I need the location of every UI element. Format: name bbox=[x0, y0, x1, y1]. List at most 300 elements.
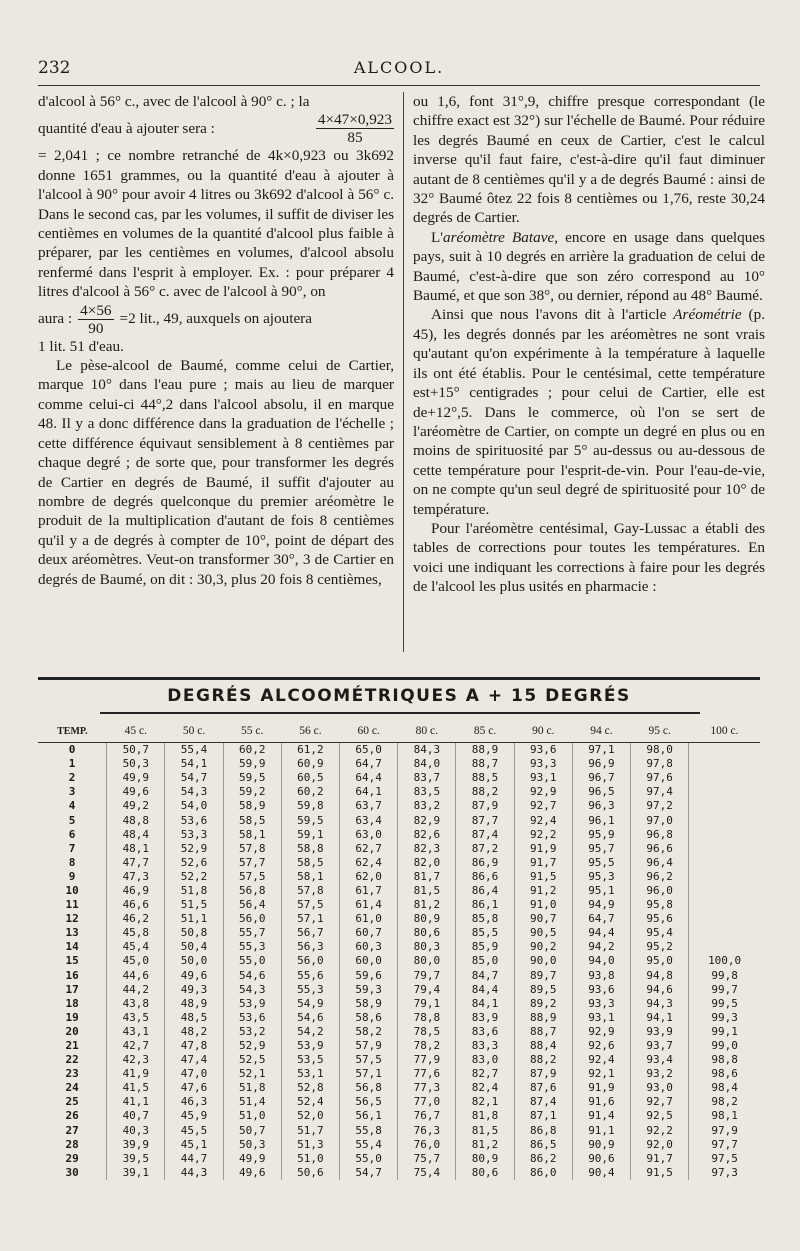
degree-cell: 63,0 bbox=[340, 828, 398, 842]
degree-cell: 52,5 bbox=[223, 1053, 281, 1067]
degree-cell: 51,5 bbox=[165, 898, 223, 912]
degree-cell: 56,1 bbox=[340, 1109, 398, 1123]
degree-cell: 45,9 bbox=[165, 1109, 223, 1123]
degree-cell: 53,2 bbox=[223, 1025, 281, 1039]
degree-cell: 78,8 bbox=[398, 1011, 456, 1025]
degree-cell: 52,8 bbox=[281, 1081, 339, 1095]
degree-cell: 64,4 bbox=[340, 771, 398, 785]
degree-cell: 84,4 bbox=[456, 983, 514, 997]
degree-cell: 86,8 bbox=[514, 1124, 572, 1138]
temperature-cell: 5 bbox=[68, 813, 76, 827]
degree-cell bbox=[689, 771, 760, 785]
degree-cell: 86,6 bbox=[456, 870, 514, 884]
degree-cell: 39,9 bbox=[107, 1138, 165, 1152]
table-header-cell: 100 c. bbox=[689, 720, 760, 743]
degree-cell: 86,9 bbox=[456, 856, 514, 870]
degree-cell: 95,9 bbox=[572, 828, 630, 842]
degree-cell: 46,3 bbox=[165, 1095, 223, 1109]
degree-cell: 96,4 bbox=[631, 856, 689, 870]
degree-cell: 55,7 bbox=[223, 926, 281, 940]
degree-cell: 63,7 bbox=[340, 799, 398, 813]
degree-cell: 50,6 bbox=[281, 1166, 339, 1180]
degree-cell: 57,1 bbox=[281, 912, 339, 926]
degree-cell: 81,5 bbox=[398, 884, 456, 898]
degree-cell: 88,4 bbox=[514, 1039, 572, 1053]
degree-cell: 59,6 bbox=[340, 969, 398, 983]
degree-cell: 94,8 bbox=[631, 969, 689, 983]
degree-cell: 89,5 bbox=[514, 983, 572, 997]
degree-cell: 95,1 bbox=[572, 884, 630, 898]
temperature-cell: 19 bbox=[65, 1010, 79, 1024]
degree-cell: 94,9 bbox=[572, 898, 630, 912]
degree-cell: 78,5 bbox=[398, 1025, 456, 1039]
degree-cell: 54,0 bbox=[165, 799, 223, 813]
degree-cell: 44,6 bbox=[107, 969, 165, 983]
degree-cell: 93,1 bbox=[572, 1011, 630, 1025]
degree-cell: 58,5 bbox=[223, 813, 281, 827]
table-header-row bbox=[38, 720, 760, 743]
degree-cell: 95,5 bbox=[572, 856, 630, 870]
degree-cell: 42,3 bbox=[107, 1053, 165, 1067]
temperature-cell: 25 bbox=[65, 1095, 79, 1109]
degree-cell: 90,5 bbox=[514, 926, 572, 940]
degree-cell: 95,2 bbox=[631, 940, 689, 954]
degree-cell: 48,8 bbox=[107, 813, 165, 827]
degree-cell: 62,4 bbox=[340, 856, 398, 870]
degree-cell: 97,3 bbox=[689, 1166, 760, 1180]
degree-cell: 96,1 bbox=[572, 813, 630, 827]
fraction-line-2 bbox=[38, 302, 394, 337]
temperature-cell: 27 bbox=[65, 1123, 79, 1137]
degree-cell: 87,9 bbox=[514, 1067, 572, 1081]
degree-cell: 52,0 bbox=[281, 1109, 339, 1123]
degree-cell: 96,5 bbox=[572, 785, 630, 799]
right-p2-prefix: L' bbox=[431, 228, 444, 246]
degree-cell: 98,1 bbox=[689, 1109, 760, 1123]
degree-cell: 89,7 bbox=[514, 969, 572, 983]
temperature-cell: 28 bbox=[65, 1137, 79, 1151]
degree-cell: 92,4 bbox=[514, 813, 572, 827]
degree-cell: 65,0 bbox=[340, 743, 398, 758]
table-row bbox=[38, 1025, 760, 1039]
degree-cell: 81,2 bbox=[398, 898, 456, 912]
degree-cell: 92,6 bbox=[572, 1039, 630, 1053]
degree-cell: 80,3 bbox=[398, 940, 456, 954]
degree-cell: 53,9 bbox=[281, 1039, 339, 1053]
degree-cell: 90,0 bbox=[514, 954, 572, 968]
degree-cell: 59,5 bbox=[223, 771, 281, 785]
degree-cell: 91,9 bbox=[514, 842, 572, 856]
degree-cell: 50,3 bbox=[223, 1138, 281, 1152]
degree-cell bbox=[689, 757, 760, 771]
degree-cell: 53,5 bbox=[281, 1053, 339, 1067]
degree-cell: 47,3 bbox=[107, 870, 165, 884]
fraction-2-after: =2 lit., 49, auxquels on ajoutera bbox=[119, 310, 312, 328]
degree-cell: 55,8 bbox=[340, 1124, 398, 1138]
degree-cell: 90,7 bbox=[514, 912, 572, 926]
left-paragraph-1-rest: = 2,041 ; ce nombre retranché de 4k×0,923 ou 3k692 donne 1651 grammes, ou la quantité d'eau à ajouter à l'alcool à 90° pour avoir 4 litres ou 3k692 d'alcool à 56° c. Dans le second cas, par les volumes, il suffit de diviser les centièmes en volumes de la quantité d'alcool plus faible à préparer, par les centièmes en volumes, d'alcool absolu renfermé dans l'esprit à employer. Ex. : pour préparer 4 litres d'alcool à 56° c. avec de l'alcool à 90°, on bbox=[38, 147, 394, 301]
degree-cell: 76,3 bbox=[398, 1124, 456, 1138]
table-header-cell: 95 c. bbox=[631, 720, 689, 743]
degree-cell: 91,4 bbox=[572, 1109, 630, 1123]
temperature-cell: 21 bbox=[65, 1039, 79, 1053]
degree-cell: 93,7 bbox=[631, 1039, 689, 1053]
table-row bbox=[38, 799, 760, 813]
degree-cell: 99,5 bbox=[689, 997, 760, 1011]
degree-cell: 59,3 bbox=[340, 983, 398, 997]
degree-cell: 53,9 bbox=[223, 997, 281, 1011]
degree-cell bbox=[689, 785, 760, 799]
degree-cell: 90,4 bbox=[572, 1166, 630, 1180]
degree-cell bbox=[689, 813, 760, 827]
degree-cell: 60,0 bbox=[340, 954, 398, 968]
degree-cell: 75,7 bbox=[398, 1152, 456, 1166]
degree-cell: 90,2 bbox=[514, 940, 572, 954]
degree-cell: 64,1 bbox=[340, 785, 398, 799]
degree-cell: 75,4 bbox=[398, 1166, 456, 1180]
degree-cell: 85,9 bbox=[456, 940, 514, 954]
degree-cell bbox=[689, 842, 760, 856]
degree-cell: 94,0 bbox=[572, 954, 630, 968]
degree-cell: 97,8 bbox=[631, 757, 689, 771]
degree-cell: 84,0 bbox=[398, 757, 456, 771]
temperature-cell: 14 bbox=[65, 940, 79, 954]
degree-cell: 84,1 bbox=[456, 997, 514, 1011]
degree-cell: 93,3 bbox=[572, 997, 630, 1011]
degree-cell: 56,4 bbox=[223, 898, 281, 912]
degree-cell: 99,0 bbox=[689, 1039, 760, 1053]
table-body bbox=[38, 743, 760, 1180]
table-row bbox=[38, 1109, 760, 1123]
degree-cell: 52,9 bbox=[223, 1039, 281, 1053]
table-header-cell: 90 c. bbox=[514, 720, 572, 743]
degree-cell: 83,2 bbox=[398, 799, 456, 813]
degree-cell: 55,4 bbox=[165, 743, 223, 758]
degree-cell: 62,7 bbox=[340, 842, 398, 856]
degree-cell: 98,2 bbox=[689, 1095, 760, 1109]
degree-cell: 54,7 bbox=[340, 1166, 398, 1180]
table-row bbox=[38, 870, 760, 884]
degree-cell: 50,4 bbox=[165, 940, 223, 954]
degree-cell: 97,1 bbox=[572, 743, 630, 758]
degree-cell: 53,3 bbox=[165, 828, 223, 842]
degree-cell: 50,8 bbox=[165, 926, 223, 940]
degree-cell: 58,6 bbox=[340, 1011, 398, 1025]
degree-cell: 50,7 bbox=[107, 743, 165, 758]
degree-cell: 93,1 bbox=[514, 771, 572, 785]
temperature-cell: 4 bbox=[68, 799, 76, 813]
right-column bbox=[413, 92, 765, 597]
degree-cell: 58,9 bbox=[223, 799, 281, 813]
degree-cell: 57,9 bbox=[340, 1039, 398, 1053]
right-paragraph-4: Pour l'aréomètre centésimal, Gay-Lussac a établi des tables de corrections pour toutes les températures. En voici une indiquant les corrections à faire pour les degrés de l'alcool les plus usités en pharmacie : bbox=[413, 519, 765, 596]
degree-cell: 49,3 bbox=[165, 983, 223, 997]
table-header-cell: 85 c. bbox=[456, 720, 514, 743]
degree-cell: 93,8 bbox=[572, 969, 630, 983]
degree-cell: 83,6 bbox=[456, 1025, 514, 1039]
degree-cell: 82,4 bbox=[456, 1081, 514, 1095]
degree-cell: 55,6 bbox=[281, 969, 339, 983]
degree-cell: 51,0 bbox=[281, 1152, 339, 1166]
degree-cell: 40,7 bbox=[107, 1109, 165, 1123]
degree-cell: 91,7 bbox=[631, 1152, 689, 1166]
degree-cell: 55,0 bbox=[340, 1152, 398, 1166]
degree-cell: 48,5 bbox=[165, 1011, 223, 1025]
degree-cell: 79,7 bbox=[398, 969, 456, 983]
degree-cell: 86,2 bbox=[514, 1152, 572, 1166]
degree-cell: 61,7 bbox=[340, 884, 398, 898]
degree-cell bbox=[689, 912, 760, 926]
degree-cell: 79,1 bbox=[398, 997, 456, 1011]
table-row bbox=[38, 969, 760, 983]
temperature-cell: 26 bbox=[65, 1109, 79, 1123]
degree-cell: 60,9 bbox=[281, 757, 339, 771]
degree-cell: 88,5 bbox=[456, 771, 514, 785]
degree-cell: 51,8 bbox=[165, 884, 223, 898]
temperature-cell: 1 bbox=[68, 757, 76, 771]
degree-cell: 85,0 bbox=[456, 954, 514, 968]
temperature-cell: 30 bbox=[65, 1165, 79, 1179]
degree-cell: 91,2 bbox=[514, 884, 572, 898]
degree-cell: 45,8 bbox=[107, 926, 165, 940]
temperature-cell: 2 bbox=[68, 771, 76, 785]
degree-cell: 88,9 bbox=[514, 1011, 572, 1025]
fraction-2 bbox=[78, 302, 113, 337]
degree-cell: 60,3 bbox=[340, 940, 398, 954]
left-paragraph-1-last: 1 lit. 51 d'eau. bbox=[38, 337, 124, 355]
degree-cell: 52,2 bbox=[165, 870, 223, 884]
degree-cell: 54,7 bbox=[165, 771, 223, 785]
degree-cell: 54,1 bbox=[165, 757, 223, 771]
degree-cell: 54,6 bbox=[281, 1011, 339, 1025]
degree-cell: 94,6 bbox=[631, 983, 689, 997]
temperature-cell: 7 bbox=[68, 841, 76, 855]
table-row bbox=[38, 1152, 760, 1166]
table-header-cell: 55 c. bbox=[223, 720, 281, 743]
degree-cell: 59,8 bbox=[281, 799, 339, 813]
running-head: ALCOOL. bbox=[353, 58, 445, 77]
table-row bbox=[38, 983, 760, 997]
degree-cell: 82,3 bbox=[398, 842, 456, 856]
degree-cell: 93,3 bbox=[514, 757, 572, 771]
degree-cell: 46,6 bbox=[107, 898, 165, 912]
degree-cell: 78,2 bbox=[398, 1039, 456, 1053]
degree-cell: 54,6 bbox=[223, 969, 281, 983]
degree-cell: 56,5 bbox=[340, 1095, 398, 1109]
degree-cell: 86,5 bbox=[514, 1138, 572, 1152]
column-divider bbox=[403, 92, 404, 652]
degree-cell: 54,9 bbox=[281, 997, 339, 1011]
degree-cell: 92,5 bbox=[631, 1109, 689, 1123]
degree-cell: 51,1 bbox=[165, 912, 223, 926]
degree-cell: 51,7 bbox=[281, 1124, 339, 1138]
degree-cell: 94,3 bbox=[631, 997, 689, 1011]
degree-cell: 61,2 bbox=[281, 743, 339, 758]
table-row bbox=[38, 1011, 760, 1025]
table-header-cell: 60 c. bbox=[340, 720, 398, 743]
degree-cell: 49,9 bbox=[223, 1152, 281, 1166]
degree-cell: 81,5 bbox=[456, 1124, 514, 1138]
degree-cell: 77,3 bbox=[398, 1081, 456, 1095]
table-header-cell: 80 c. bbox=[398, 720, 456, 743]
degree-cell: 44,7 bbox=[165, 1152, 223, 1166]
table-title-rule bbox=[100, 712, 700, 714]
left-paragraph-2: Le pèse-alcool de Baumé, comme celui de Cartier, marque 10° dans l'eau pure ; mais au lieu de marquer comme celui-ci 44°,2 dans l'alcool absolu, il en marque 48. Il y a donc différence dans la graduation de l'échelle ; cette différence équivaut sensiblement à 8 centièmes par chaque degré ; de sorte que, pour transformer les degrés de Cartier en degrés de Baumé, il suffit d'ajouter au nombre de degrés quelconque du premier aréomètre le produit de la multiplication d'autant de fois 8 centièmes qu'il y a de degrés à compter de 10°, point de départ des deux aréomètres. Veut-on transformer 30°, 3 de Cartier en degrés de Baumé, on dit : 30,3, plus 20 fois 8 centièmes, bbox=[38, 357, 394, 588]
table-row bbox=[38, 912, 760, 926]
degree-cell: 82,0 bbox=[398, 856, 456, 870]
degree-cell: 97,4 bbox=[631, 785, 689, 799]
degree-cell: 56,7 bbox=[281, 926, 339, 940]
degree-cell: 83,0 bbox=[456, 1053, 514, 1067]
degree-cell: 52,6 bbox=[165, 856, 223, 870]
degree-cell: 90,6 bbox=[572, 1152, 630, 1166]
right-p2-rest: , encore en usage dans quelques pays, suit à 10 degrés en arrière la graduation de celui de Baumé, c'est-à-dire que son zéro correspond au 10° Baumé, et que son 38°, ou dernier, répond au 48° Baumé. bbox=[413, 228, 765, 305]
temperature-cell: 12 bbox=[65, 912, 79, 926]
table-row bbox=[38, 1053, 760, 1067]
fraction-2-numerator: 4×56 bbox=[80, 301, 112, 319]
degree-cell: 88,9 bbox=[456, 743, 514, 758]
degree-cell: 92,1 bbox=[572, 1067, 630, 1081]
temperature-cell: 23 bbox=[65, 1067, 79, 1081]
right-paragraph-3 bbox=[413, 305, 765, 518]
degree-cell: 55,4 bbox=[340, 1138, 398, 1152]
degree-cell: 57,8 bbox=[223, 842, 281, 856]
degree-cell: 60,2 bbox=[281, 785, 339, 799]
table-row bbox=[38, 1039, 760, 1053]
left-line-2-text: quantité d'eau à ajouter sera : bbox=[38, 120, 215, 138]
aura-label: aura : bbox=[38, 310, 73, 328]
degree-cell: 87,4 bbox=[514, 1095, 572, 1109]
degree-cell: 81,7 bbox=[398, 870, 456, 884]
table-row bbox=[38, 1095, 760, 1109]
degree-cell: 97,9 bbox=[689, 1124, 760, 1138]
degree-cell: 96,2 bbox=[631, 870, 689, 884]
table-row bbox=[38, 785, 760, 799]
degree-cell: 93,6 bbox=[514, 743, 572, 758]
degree-cell: 77,0 bbox=[398, 1095, 456, 1109]
degree-cell: 90,9 bbox=[572, 1138, 630, 1152]
degree-cell: 84,3 bbox=[398, 743, 456, 758]
degree-cell: 51,4 bbox=[223, 1095, 281, 1109]
table-row bbox=[38, 997, 760, 1011]
degree-cell: 93,4 bbox=[631, 1053, 689, 1067]
temperature-cell: 3 bbox=[68, 785, 76, 799]
degree-cell: 91,9 bbox=[572, 1081, 630, 1095]
table-header-cell: 50 c. bbox=[165, 720, 223, 743]
temperature-cell: 11 bbox=[65, 898, 79, 912]
temperature-cell: 18 bbox=[65, 996, 79, 1010]
degree-cell: 98,4 bbox=[689, 1081, 760, 1095]
table-row bbox=[38, 771, 760, 785]
degree-cell: 91,5 bbox=[514, 870, 572, 884]
degree-cell: 82,6 bbox=[398, 828, 456, 842]
degree-cell: 58,1 bbox=[223, 828, 281, 842]
degree-cell: 83,7 bbox=[398, 771, 456, 785]
degree-cell bbox=[689, 926, 760, 940]
degree-cell: 55,3 bbox=[223, 940, 281, 954]
degree-cell: 94,2 bbox=[572, 940, 630, 954]
degree-cell: 48,4 bbox=[107, 828, 165, 842]
degree-cell: 47,7 bbox=[107, 856, 165, 870]
degree-cell: 50,7 bbox=[223, 1124, 281, 1138]
degree-cell: 100,0 bbox=[689, 954, 760, 968]
degree-cell: 63,4 bbox=[340, 813, 398, 827]
table-title: DEGRÉS ALCOOMÉTRIQUES A + 15 DEGRÉS bbox=[167, 686, 631, 706]
degree-cell: 43,8 bbox=[107, 997, 165, 1011]
degree-cell: 80,9 bbox=[398, 912, 456, 926]
table-row bbox=[38, 1067, 760, 1081]
degree-cell: 53,6 bbox=[165, 813, 223, 827]
degree-cell: 92,9 bbox=[514, 785, 572, 799]
degree-cell: 77,6 bbox=[398, 1067, 456, 1081]
degree-cell bbox=[689, 898, 760, 912]
degree-cell: 95,8 bbox=[631, 898, 689, 912]
page-number: 232 bbox=[38, 58, 71, 78]
degree-cell: 46,9 bbox=[107, 884, 165, 898]
degree-cell: 45,4 bbox=[107, 940, 165, 954]
degree-cell: 61,4 bbox=[340, 898, 398, 912]
right-paragraph-2 bbox=[413, 228, 765, 306]
left-line-1: d'alcool à 56° c., avec de l'alcool à 90° c. ; la bbox=[38, 93, 310, 110]
temperature-cell: 16 bbox=[65, 968, 79, 982]
degree-cell: 51,0 bbox=[223, 1109, 281, 1123]
degree-cell: 56,8 bbox=[223, 884, 281, 898]
degree-cell: 87,9 bbox=[456, 799, 514, 813]
degree-cell: 99,7 bbox=[689, 983, 760, 997]
degree-cell: 49,6 bbox=[107, 785, 165, 799]
fraction-1-numerator: 4×47×0,923 bbox=[317, 111, 392, 129]
alcoholometric-table bbox=[38, 720, 760, 1180]
degree-cell: 49,2 bbox=[107, 799, 165, 813]
degree-cell: 88,7 bbox=[456, 757, 514, 771]
temperature-cell: 9 bbox=[68, 869, 76, 883]
degree-cell: 58,1 bbox=[281, 870, 339, 884]
degree-cell: 59,5 bbox=[281, 813, 339, 827]
degree-cell: 93,9 bbox=[631, 1025, 689, 1039]
degree-cell: 76,0 bbox=[398, 1138, 456, 1152]
degree-cell: 50,0 bbox=[165, 954, 223, 968]
degree-cell: 41,9 bbox=[107, 1067, 165, 1081]
degree-cell: 80,0 bbox=[398, 954, 456, 968]
degree-cell: 45,1 bbox=[165, 1138, 223, 1152]
degree-cell: 60,2 bbox=[223, 743, 281, 758]
degree-cell: 95,4 bbox=[631, 926, 689, 940]
degree-cell: 98,6 bbox=[689, 1067, 760, 1081]
degree-cell: 59,1 bbox=[281, 828, 339, 842]
degree-cell bbox=[689, 856, 760, 870]
degree-cell: 47,8 bbox=[165, 1039, 223, 1053]
degree-cell: 91,7 bbox=[514, 856, 572, 870]
degree-cell: 95,0 bbox=[631, 954, 689, 968]
degree-cell: 87,2 bbox=[456, 842, 514, 856]
degree-cell bbox=[689, 870, 760, 884]
degree-cell: 96,9 bbox=[572, 757, 630, 771]
right-p2-italic: aréomètre Batave bbox=[443, 228, 555, 246]
degree-cell: 58,9 bbox=[340, 997, 398, 1011]
temperature-cell: 22 bbox=[65, 1053, 79, 1067]
fraction-1 bbox=[316, 111, 394, 146]
degree-cell: 87,4 bbox=[456, 828, 514, 842]
degree-cell: 44,3 bbox=[165, 1166, 223, 1180]
degree-cell: 88,2 bbox=[456, 785, 514, 799]
degree-cell: 96,7 bbox=[572, 771, 630, 785]
header-rule bbox=[38, 85, 760, 86]
degree-cell: 86,4 bbox=[456, 884, 514, 898]
degree-cell: 97,6 bbox=[631, 771, 689, 785]
degree-cell: 57,8 bbox=[281, 884, 339, 898]
degree-cell: 95,6 bbox=[631, 912, 689, 926]
degree-cell: 44,2 bbox=[107, 983, 165, 997]
